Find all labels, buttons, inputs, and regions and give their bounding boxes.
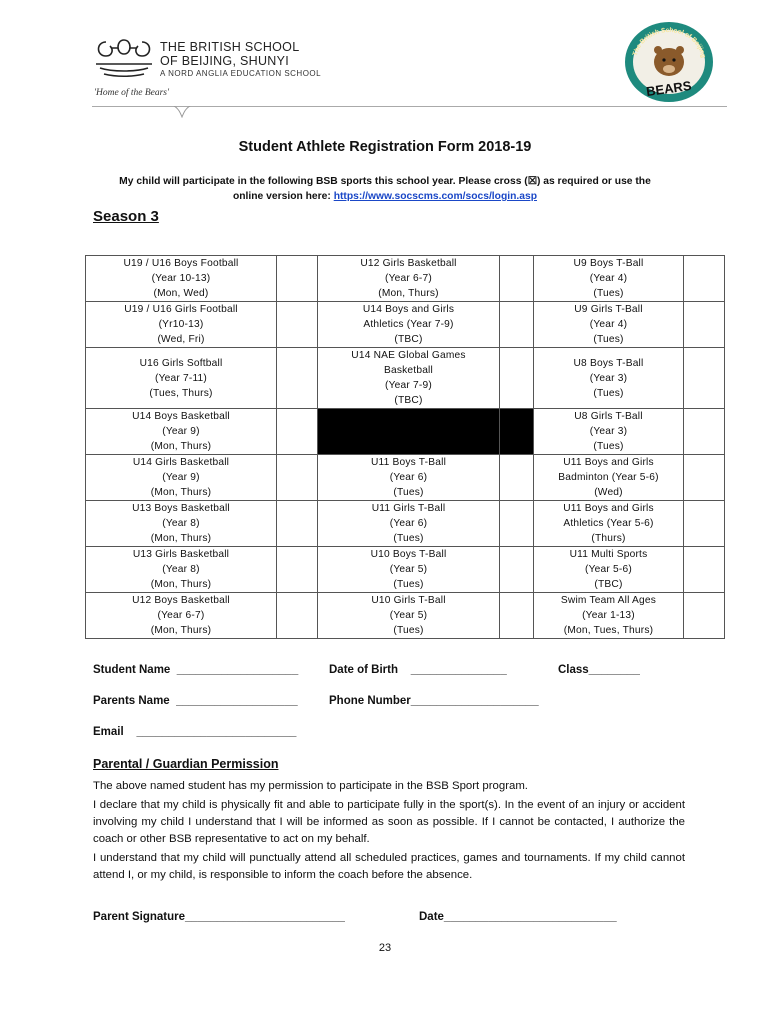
- sport-cell: [86, 547, 277, 593]
- selection-checkbox[interactable]: [277, 547, 318, 593]
- sport-cell-line: (Mon, Thurs): [150, 441, 212, 452]
- school-tagline: 'Home of the Bears': [94, 88, 170, 98]
- sport-cell-line: U11 Girls T-Ball: [371, 503, 446, 514]
- sport-cell: [318, 501, 500, 547]
- sport-cell-line: U11 Boys and Girls: [563, 457, 654, 468]
- phone-number-field[interactable]: Phone Number____________________: [329, 695, 539, 707]
- sport-cell-line: (Mon, Thurs): [150, 533, 212, 544]
- sports-row: [86, 455, 725, 501]
- sport-cell-line: (Tues): [393, 487, 424, 498]
- permission-paragraph-1: The above named student has my permission to participate in the BSB Sport program.: [93, 780, 528, 792]
- selection-checkbox[interactable]: [500, 593, 534, 639]
- svg-text:BEARS: BEARS: [645, 77, 693, 100]
- selection-checkbox[interactable]: [684, 455, 725, 501]
- date-of-birth-field[interactable]: Date of Birth _______________: [329, 664, 507, 676]
- sports-row: [86, 593, 725, 639]
- sport-cell-line: U11 Boys T-Ball: [370, 457, 447, 468]
- sport-cell: [534, 409, 684, 455]
- selection-checkbox[interactable]: [500, 547, 534, 593]
- sport-cell-line: (Year 3): [589, 372, 628, 384]
- sport-cell-line: U14 Girls Basketball: [132, 457, 230, 468]
- sport-cell-line: (Wed, Fri): [157, 334, 205, 345]
- page-number: 23: [378, 942, 392, 954]
- sport-cell-line: (Mon, Tues, Thurs): [563, 625, 654, 636]
- sport-cell-line: U14 Boys and Girls: [362, 304, 455, 315]
- selection-checkbox[interactable]: [277, 348, 318, 409]
- sport-cell: [318, 593, 500, 639]
- sports-row: [86, 501, 725, 547]
- sport-cell-line: U19 / U16 Boys Football: [123, 258, 239, 269]
- sport-cell-line: U11 Multi Sports: [569, 549, 648, 560]
- sport-cell-line: (Year 6): [389, 472, 428, 483]
- sport-cell: [318, 256, 500, 302]
- sport-cell-line: (Mon, Thurs): [378, 288, 439, 299]
- sport-cell-line: (Year 6-7): [157, 610, 205, 621]
- sport-cell: [86, 409, 277, 455]
- signature-date-field[interactable]: Date___________________________: [419, 911, 617, 923]
- permission-heading: Parental / Guardian Permission: [93, 757, 279, 771]
- sports-row: [86, 302, 725, 348]
- sport-cell-line: (Mon, Thurs): [150, 487, 212, 498]
- sport-cell-line: U14 Boys Basketball: [132, 411, 230, 422]
- selection-checkbox[interactable]: [684, 256, 725, 302]
- sport-cell-line: (Tues): [393, 579, 424, 590]
- sport-cell-line: U12 Boys Basketball: [132, 595, 230, 606]
- sport-cell-line: U9 Girls T-Ball: [574, 304, 643, 315]
- sport-cell-line: (Year 6-7): [385, 273, 432, 284]
- sport-cell-line: (Year 4): [589, 273, 628, 284]
- sport-cell: [534, 302, 684, 348]
- sport-cell-line: (TBC): [594, 579, 623, 590]
- sport-cell-line: U19 / U16 Girls Football: [124, 304, 238, 315]
- sport-cell-line: (Tues): [593, 288, 624, 299]
- sport-cell: [534, 256, 684, 302]
- sport-cell-line: (Year 7-11): [154, 372, 208, 384]
- school-name-line1: THE BRITISH SCHOOL: [160, 40, 300, 54]
- sport-cell-line: U10 Girls T-Ball: [371, 595, 446, 606]
- sport-cell-line: (Tues, Thurs): [149, 387, 213, 399]
- email-field[interactable]: Email _________________________: [93, 726, 297, 738]
- selection-checkbox[interactable]: [500, 455, 534, 501]
- sports-row: [86, 409, 725, 455]
- sport-cell-line: Swim Team All Ages: [560, 595, 657, 606]
- sport-cell-line: U11 Boys and Girls: [563, 503, 654, 514]
- sport-cell-line: (Year 8): [162, 518, 200, 529]
- sport-cell-line: U12 Girls Basketball: [360, 258, 457, 269]
- sport-cell: [534, 501, 684, 547]
- selection-checkbox[interactable]: [277, 501, 318, 547]
- selection-checkbox[interactable]: [684, 501, 725, 547]
- sports-row: [86, 547, 725, 593]
- sport-cell-line: (Year 9): [162, 426, 200, 437]
- school-name-line2: OF BEIJING, SHUNYI: [160, 54, 290, 68]
- sport-cell: [318, 547, 500, 593]
- sports-table: [85, 255, 725, 639]
- sport-cell: [534, 547, 684, 593]
- season-heading: Season 3: [93, 208, 159, 225]
- selection-checkbox[interactable]: [500, 256, 534, 302]
- selection-checkbox[interactable]: [277, 455, 318, 501]
- sport-cell-line: (Mon, Thurs): [150, 579, 212, 590]
- selection-checkbox[interactable]: [684, 348, 725, 409]
- selection-checkbox[interactable]: [500, 348, 534, 409]
- sport-cell-line: U14 NAE Global Games: [351, 350, 466, 361]
- selection-checkbox[interactable]: [684, 593, 725, 639]
- socs-link[interactable]: https://www.socscms.com/socs/login.asp: [333, 191, 538, 202]
- permission-paragraph-3: I understand that my child will punctually attend all scheduled practices, games and tournaments. If my child cannot attend I, or my child, is responsible to inform the coach before the absence.: [93, 852, 685, 881]
- sport-cell: [318, 455, 500, 501]
- intro-text-part1: My child will participate in the following BSB sports this school year. Please cross (: [119, 176, 528, 187]
- sport-cell: [534, 455, 684, 501]
- sport-cell-line: (Year 5): [389, 564, 428, 575]
- sport-cell: [534, 593, 684, 639]
- sport-cell-line: (Thurs): [591, 533, 626, 544]
- selection-checkbox[interactable]: [684, 409, 725, 455]
- cross-box-icon: ☒: [527, 176, 537, 187]
- sport-cell: [86, 256, 277, 302]
- sport-cell: [318, 302, 500, 348]
- blocked-cell: [500, 409, 534, 455]
- sports-row: [86, 348, 725, 409]
- sport-cell-line: (Year 9): [162, 472, 200, 483]
- sport-cell: [86, 302, 277, 348]
- parents-name-field[interactable]: Parents Name ___________________: [93, 695, 298, 707]
- sport-cell-line: (Year 5-6): [585, 564, 632, 575]
- school-subtitle: A NORD ANGLIA EDUCATION SCHOOL: [160, 69, 322, 78]
- sport-cell: [86, 593, 277, 639]
- sport-cell: [318, 348, 500, 409]
- student-name-field[interactable]: Student Name ___________________: [93, 664, 299, 676]
- selection-checkbox[interactable]: [684, 302, 725, 348]
- sport-cell-line: (Mon, Wed): [153, 288, 209, 299]
- selection-checkbox[interactable]: [500, 501, 534, 547]
- sport-cell-line: (Year 4): [589, 319, 628, 330]
- divider-notch-icon: [172, 106, 192, 118]
- sport-cell-line: (Tues): [393, 625, 424, 636]
- sport-cell-line: U16 Girls Softball: [139, 357, 223, 369]
- form-title: Student Athlete Registration Form 2018-19: [238, 139, 532, 155]
- sport-cell: [86, 348, 277, 409]
- svg-text:The British School of Beijing: The British School of Beijing: [631, 26, 707, 59]
- sport-cell-line: (Yr10-13): [158, 319, 204, 330]
- sport-cell-line: (Wed): [594, 487, 623, 498]
- selection-checkbox[interactable]: [684, 547, 725, 593]
- sport-cell-line: Basketball: [383, 365, 433, 376]
- intro-text: [90, 174, 680, 204]
- permission-paragraph-2: I declare that my child is physically fit and able to participate fully in the sport(s). In the event of an injury or accident involving my child I understand that I will be informed as soon as possible. If I cannot be contacted, I authorize the coach or other BSB representative to act on my behalf.: [93, 799, 685, 845]
- sport-cell-line: (Year 7-9): [385, 380, 432, 391]
- selection-checkbox[interactable]: [277, 593, 318, 639]
- sport-cell-line: U10 Boys T-Ball: [370, 549, 447, 560]
- sport-cell: [86, 455, 277, 501]
- sport-cell-line: Athletics (Year 7-9): [363, 319, 454, 330]
- sport-cell-line: (Year 5): [389, 610, 428, 621]
- sport-cell-line: (Year 8): [162, 564, 200, 575]
- sport-cell-line: U8 Boys T-Ball: [573, 357, 644, 369]
- selection-checkbox[interactable]: [277, 256, 318, 302]
- sport-cell-line: Athletics (Year 5-6): [563, 518, 654, 529]
- sport-cell-line: U13 Boys Basketball: [132, 503, 230, 514]
- selection-checkbox[interactable]: [277, 409, 318, 455]
- sport-cell-line: (Tues): [593, 334, 624, 345]
- class-field[interactable]: Class________: [558, 664, 640, 676]
- sport-cell-line: (Tues): [593, 387, 624, 399]
- school-crest-logo: [92, 36, 156, 80]
- selection-checkbox[interactable]: [277, 302, 318, 348]
- sport-cell-line: (Tues): [593, 441, 624, 452]
- sport-cell-line: U8 Girls T-Ball: [574, 411, 643, 422]
- sport-cell-line: (TBC): [394, 395, 423, 406]
- sport-cell-line: U13 Girls Basketball: [132, 549, 230, 560]
- sport-cell-line: (Year 6): [389, 518, 428, 529]
- sport-cell-line: (Year 3): [589, 426, 628, 437]
- sport-cell-line: (Year 10-13): [151, 273, 211, 284]
- sport-cell-line: (TBC): [394, 334, 423, 345]
- selection-checkbox[interactable]: [500, 302, 534, 348]
- sport-cell-line: U9 Boys T-Ball: [573, 258, 644, 269]
- sport-cell: [534, 348, 684, 409]
- sport-cell-line: (Tues): [393, 533, 424, 544]
- sport-cell-line: (Year 1-13): [582, 610, 635, 621]
- sport-cell-line: Badminton (Year 5-6): [558, 472, 659, 483]
- blocked-cell: [318, 409, 500, 455]
- parent-signature-field[interactable]: Parent Signature_________________________: [93, 911, 345, 923]
- intro-text-part3: online version here:: [232, 191, 334, 202]
- bears-badge-logo: [622, 20, 716, 104]
- sports-row: [86, 256, 725, 302]
- intro-text-part2: ) as required or use the: [536, 176, 651, 187]
- sport-cell: [86, 501, 277, 547]
- sport-cell-line: (Mon, Thurs): [150, 625, 212, 636]
